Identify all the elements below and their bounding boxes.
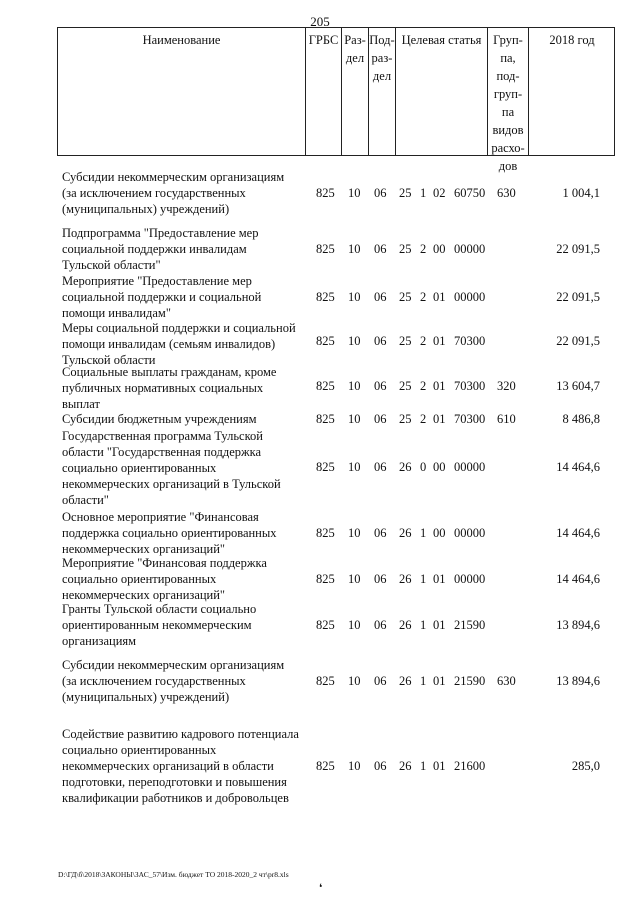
row-podrazdel: 06 [374,526,387,540]
row-name-line: социальной поддержки инвалидам [62,242,247,256]
row-cs-code: 70300 [454,334,486,348]
header-podrazdel-line: дел [372,69,392,83]
row-vr: 630 [497,674,516,688]
row-cs-activity: 01 [433,618,446,632]
header-gruppa-line: па, [500,51,516,65]
row-podrazdel: 06 [374,379,387,393]
row-cs-subprogram: 1 [420,526,427,540]
header-year-label: 2018 год [549,33,595,47]
row-grbs: 825 [316,674,335,688]
row-grbs: 825 [316,412,335,426]
row-amount: 14 464,6 [556,572,600,586]
row-name-line: Субсидии некоммерческим организациям [62,170,285,184]
row-cs-program: 25 [399,412,412,426]
row-name-line: области" [62,493,109,507]
row-name-line: социально ориентированных [62,572,217,586]
row-cs-subprogram: 2 [420,379,427,393]
header-podrazdel-line: Под- [369,33,395,47]
row-grbs: 825 [316,759,335,773]
row-name [62,509,310,557]
row-grbs: 825 [316,186,335,200]
row-cs-activity: 01 [433,572,446,586]
row-cs-program: 25 [399,334,412,348]
row-cs-code: 21600 [454,759,486,773]
row-name [62,657,310,705]
row-name-line: некоммерческих организаций" [62,542,226,556]
row-name-line: Меры социальной поддержки и социальной [62,321,296,335]
row-cs-subprogram: 2 [420,334,427,348]
row-cs-subprogram: 2 [420,412,427,426]
row-vr: 610 [497,412,516,426]
row-podrazdel: 06 [374,618,387,632]
row-name [62,225,310,273]
row-name-line: (муниципальных) учреждений) [62,690,230,704]
row-grbs: 825 [316,526,335,540]
row-cs-code: 00000 [454,290,486,304]
row-name-line: социально ориентированных [62,461,217,475]
row-razdel: 10 [348,674,361,688]
scan-mark: ❛ [319,883,323,894]
row-cs-code: 70300 [454,379,486,393]
row-cs-program: 25 [399,290,412,304]
row-name [62,169,310,217]
row-grbs: 825 [316,290,335,304]
row-amount: 285,0 [571,759,600,773]
row-cs-activity: 01 [433,412,446,426]
header-gruppa-line: Груп- [493,33,523,47]
row-name-line: (муниципальных) учреждений) [62,202,230,216]
header-gruppa-line: дов [498,159,518,173]
row-grbs: 825 [316,334,335,348]
row-cs-code: 21590 [454,674,486,688]
row-cs-code: 60750 [454,186,486,200]
row-name [62,273,310,321]
row-name-line: Тульской области [62,353,156,367]
row-amount: 13 894,6 [556,674,600,688]
row-name [62,320,310,368]
row-razdel: 10 [348,290,361,304]
row-amount: 14 464,6 [556,526,600,540]
row-name-line: Содействие развитию кадрового потенциала [62,727,299,741]
row-cs-program: 26 [399,572,412,586]
row-razdel: 10 [348,572,361,586]
header-gruppa-line: видов [492,123,524,137]
row-cs-code: 00000 [454,242,486,256]
row-name-line: Основное мероприятие "Финансовая [62,510,259,524]
row-name [62,555,310,603]
row-cs-program: 26 [399,526,412,540]
row-grbs: 825 [316,572,335,586]
row-name-line: (за исключением государственных [62,674,246,688]
row-grbs: 825 [316,460,335,474]
header-podrazdel-line: раз- [371,51,393,65]
row-cs-subprogram: 1 [420,674,427,688]
row-name-line: Гранты Тульской области социально [62,602,257,616]
row-cs-subprogram: 1 [420,186,427,200]
row-cs-activity: 01 [433,674,446,688]
header-gruppa-line: па [501,105,515,119]
row-cs-program: 25 [399,186,412,200]
row-name-line: поддержка социально ориентированных [62,526,277,540]
row-name-line: социальной поддержки и социальной [62,290,262,304]
row-cs-code: 00000 [454,526,486,540]
row-amount: 14 464,6 [556,460,600,474]
row-cs-subprogram: 2 [420,290,427,304]
row-cs-code: 21590 [454,618,486,632]
row-cs-program: 25 [399,242,412,256]
row-name-line: организациям [62,634,137,648]
row-grbs: 825 [316,618,335,632]
row-amount: 8 486,8 [562,412,600,426]
row-cs-program: 26 [399,460,412,474]
row-cs-activity: 00 [433,242,446,256]
row-cs-program: 26 [399,618,412,632]
row-cs-activity: 00 [433,526,446,540]
row-cs-program: 25 [399,379,412,393]
row-vr: 320 [497,379,516,393]
row-razdel: 10 [348,618,361,632]
row-cs-activity: 00 [433,460,446,474]
row-amount: 22 091,5 [556,242,600,256]
row-name-line: Государственная программа Тульской [62,429,263,443]
row-amount: 13 894,6 [556,618,600,632]
row-name-line: подготовки, переподготовки и повышения [62,775,287,789]
row-cs-subprogram: 1 [420,759,427,773]
row-name-line: Тульской области" [62,258,161,272]
header-grbs-label: ГРБС [308,33,339,47]
row-podrazdel: 06 [374,334,387,348]
row-cs-subprogram: 1 [420,572,427,586]
row-podrazdel: 06 [374,572,387,586]
header-tselevaya-label: Целевая статья [401,33,482,47]
row-razdel: 10 [348,526,361,540]
row-cs-subprogram: 2 [420,242,427,256]
header-gruppa-line: расхо- [491,141,525,155]
page-number: 205 [310,14,330,29]
header-gruppa-line: под- [496,69,520,83]
header-name-label: Наименование [142,33,221,47]
row-cs-code: 00000 [454,460,486,474]
row-name-line: публичных нормативных социальных [62,381,264,395]
row-name-line: Мероприятие "Финансовая поддержка [62,556,267,570]
row-cs-code: 00000 [454,572,486,586]
row-amount: 1 004,1 [562,186,600,200]
header-razdel-line: Раз- [344,33,366,47]
row-amount: 22 091,5 [556,334,600,348]
row-razdel: 10 [348,412,361,426]
row-cs-code: 70300 [454,412,486,426]
row-name-line: некоммерческих организаций в области [62,759,274,773]
row-vr: 630 [497,186,516,200]
row-podrazdel: 06 [374,242,387,256]
row-name-line: помощи инвалидам" [62,306,171,320]
row-name-line: некоммерческих организаций в Тульской [62,477,281,491]
row-amount: 13 604,7 [556,379,600,393]
row-name [62,364,310,412]
row-cs-activity: 01 [433,290,446,304]
row-cs-activity: 01 [433,379,446,393]
row-razdel: 10 [348,379,361,393]
row-name-line: Социальные выплаты гражданам, кроме [62,365,277,379]
row-podrazdel: 06 [374,412,387,426]
row-cs-program: 26 [399,674,412,688]
row-name-line: Субсидии бюджетным учреждениям [62,412,257,426]
row-podrazdel: 06 [374,674,387,688]
row-razdel: 10 [348,334,361,348]
file-path-footer: D:\ГД\б\2018\ЗАКОНЫ\ЗАС_57\Изм. бюджет ТО 2018-2020_2 чт\pr8.xls [58,870,289,879]
row-name [62,411,310,427]
row-name-line: социально ориентированных [62,743,217,757]
row-amount: 22 091,5 [556,290,600,304]
row-cs-subprogram: 0 [420,460,427,474]
row-podrazdel: 06 [374,460,387,474]
row-name-line: квалификации работников и добровольцев [62,791,289,805]
row-razdel: 10 [348,759,361,773]
row-cs-activity: 01 [433,334,446,348]
row-name-line: Подпрограмма "Предоставление мер [62,226,259,240]
row-grbs: 825 [316,379,335,393]
row-cs-subprogram: 1 [420,618,427,632]
header-razdel-line: дел [345,51,365,65]
row-name-line: Мероприятие "Предоставление мер [62,274,252,288]
row-razdel: 10 [348,186,361,200]
row-cs-program: 26 [399,759,412,773]
row-podrazdel: 06 [374,759,387,773]
header-gruppa-line: груп- [493,87,523,101]
row-podrazdel: 06 [374,290,387,304]
row-name [62,726,310,806]
row-cs-activity: 01 [433,759,446,773]
row-podrazdel: 06 [374,186,387,200]
row-name-line: выплат [62,397,100,411]
row-name-line: ориентированным некоммерческим [62,618,252,632]
row-name [62,601,310,649]
row-cs-activity: 02 [433,186,446,200]
row-grbs: 825 [316,242,335,256]
row-name-line: некоммерческих организаций" [62,588,226,602]
row-name-line: (за исключением государственных [62,186,246,200]
row-name-line: Субсидии некоммерческим организациям [62,658,285,672]
row-name [62,428,310,508]
row-razdel: 10 [348,242,361,256]
row-name-line: области "Государственная поддержка [62,445,262,459]
row-razdel: 10 [348,460,361,474]
row-name-line: помощи инвалидам (семьям инвалидов) [62,337,276,351]
